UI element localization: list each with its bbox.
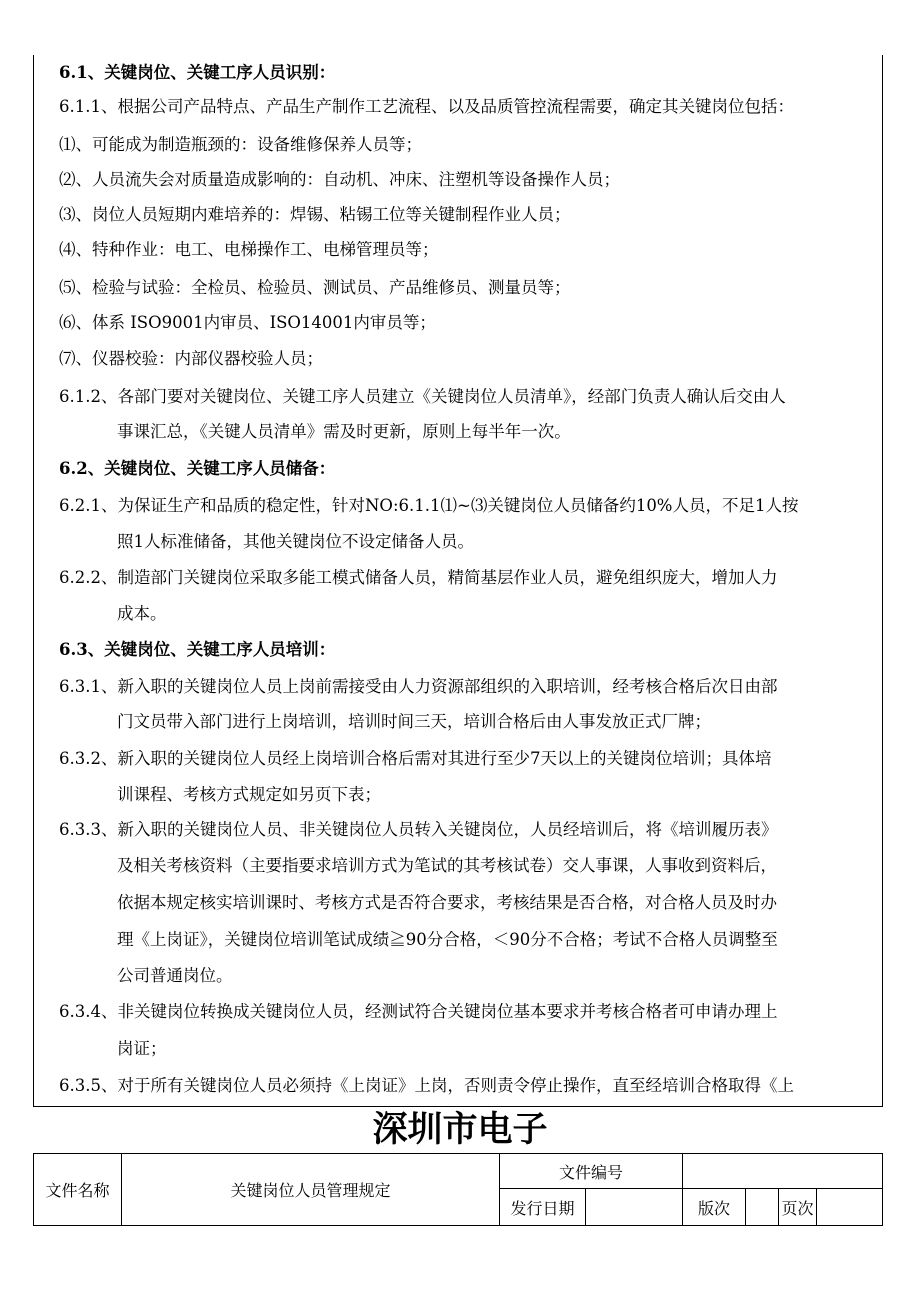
paragraph-line: ⑴、可能成为制造瓶颈的：设备维修保养人员等； [59, 135, 422, 154]
paragraph-line: ⑷、特种作业：电工、电梯操作工、电梯管理员等； [59, 240, 439, 259]
paragraph-line: ⑹、体系 ISO9001内审员、ISO14001内审员等； [59, 313, 436, 332]
version-value [746, 1189, 779, 1226]
paragraph-line: 6.3.4、非关键岗位转换成关键岗位人员，经测试符合关键岗位基本要求并考核合格者可申请办理上 [59, 1002, 778, 1021]
paragraph-line: 及相关考核资料（主要指要求培训方式为笔试的其考核试卷）交人事课，人事收到资料后， [117, 856, 777, 875]
issue-date-label: 发行日期 [500, 1189, 586, 1226]
paragraph-line: 6.1.1、根据公司产品特点、产品生产制作工艺流程、以及品质管控流程需要，确定其关键岗位包括： [59, 97, 794, 116]
paragraph-line: 照1人标准储备，其他关键岗位不设定储备人员。 [117, 532, 474, 551]
paragraph-line: 6.1.2、各部门要对关键岗位、关键工序人员建立《关键岗位人员清单》，经部门负责人确认后交由人 [59, 387, 786, 406]
paragraph-line: 成本。 [117, 604, 167, 623]
version-label: 版次 [683, 1189, 746, 1226]
paragraph-line: 6.2.1、为保证生产和品质的稳定性，针对NO:6.1.1⑴~⑶关键岗位人员储备约10%人员，不足1人按 [59, 496, 799, 515]
paragraph-line: 6.3.2、新入职的关键岗位人员经上岗培训合格后需对其进行至少7天以上的关键岗位培训；具体培 [59, 749, 772, 768]
paragraph-line: 公司普通岗位。 [117, 966, 233, 985]
paragraph-line: 6.3.1、新入职的关键岗位人员上岗前需接受由人力资源部组织的入职培训，经考核合格后次日由部 [59, 677, 778, 696]
issue-date-value [586, 1189, 683, 1226]
paragraph-line: ⑶、岗位人员短期内难培养的：焊锡、粘锡工位等关键制程作业人员； [59, 205, 571, 224]
page-value [817, 1189, 883, 1226]
doc-name-label: 文件名称 [34, 1154, 122, 1226]
doc-name-value: 关键岗位人员管理规定 [122, 1154, 500, 1226]
paragraph-line: 门文员带入部门进行上岗培训，培训时间三天，培训合格后由人事发放正式厂牌； [117, 712, 711, 731]
paragraph-line: 事课汇总，《关键人员清单》需及时更新，原则上每半年一次。 [117, 422, 571, 441]
paragraph-line: ⑵、人员流失会对质量造成影响的：自动机、冲床、注塑机等设备操作人员； [59, 170, 620, 189]
section-heading: 6.2、关键岗位、关键工序人员储备： [59, 459, 336, 478]
document-footer-table [33, 1153, 883, 1226]
paragraph-line: 训课程、考核方式规定如另页下表； [117, 785, 381, 804]
company-name: 深圳市电子 [372, 1110, 548, 1150]
section-heading: 6.3、关键岗位、关键工序人员培训： [59, 640, 336, 659]
page-label: 页次 [779, 1189, 817, 1226]
paragraph-line: 依据本规定核实培训课时、考核方式是否符合要求，考核结果是否合格，对合格人员及时办 [117, 893, 777, 912]
paragraph-line: 6.3.3、新入职的关键岗位人员、非关键岗位人员转入关键岗位，人员经培训后，将《培训履历表》 [59, 820, 778, 839]
doc-no-value [683, 1154, 883, 1189]
paragraph-line: 理《上岗证》，关键岗位培训笔试成绩≧90分合格，＜90分不合格；考试不合格人员调整至 [117, 930, 778, 949]
paragraph-line: 岗证； [117, 1039, 167, 1058]
paragraph-line: 6.2.2、制造部门关键岗位采取多能工模式储备人员，精简基层作业人员，避免组织庞大，增加人力 [59, 568, 778, 587]
paragraph-line: ⑸、检验与试验：全检员、检验员、测试员、产品维修员、测量员等； [59, 278, 571, 297]
section-heading: 6.1、关键岗位、关键工序人员识别： [59, 63, 336, 82]
doc-no-label: 文件编号 [500, 1154, 683, 1189]
paragraph-line: ⑺、仪器校验：内部仪器校验人员； [59, 349, 323, 368]
paragraph-line: 6.3.5、对于所有关键岗位人员必须持《上岗证》上岗，否则责令停止操作，直至经培训合格取得《上 [59, 1076, 794, 1095]
